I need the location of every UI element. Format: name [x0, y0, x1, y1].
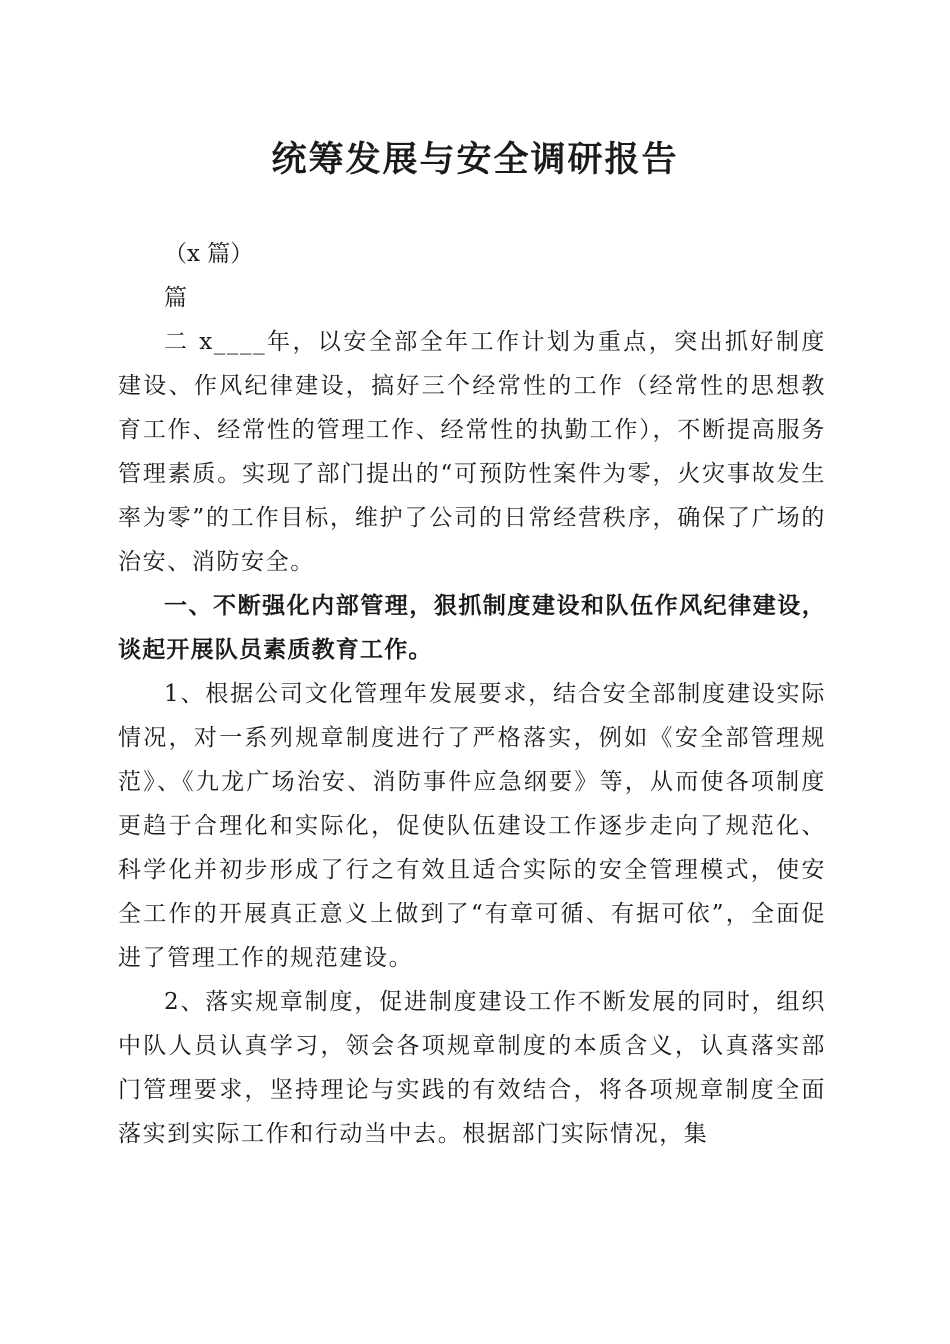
- document-subtitle: （x 篇）: [164, 241, 254, 267]
- document-body: [118, 232, 826, 1156]
- piece-label: 篇: [164, 285, 187, 311]
- item-paragraph-2: 2、落实规章制度，促进制度建设工作不断发展的同时，组织中队人员认真学习，领会各项规章制度的本质含义，认真落实部门管理要求，坚持理论与实践的有效结合，将各项规章制度全面落实到实际工作和行动当中去。根据部门实际情况，集: [118, 989, 826, 1147]
- item-paragraph-1: 1、根据公司文化管理年发展要求，结合安全部制度建设实际情况，对一系列规章制度进行了严格落实，例如《安全部管理规范》、《九龙广场治安、消防事件应急纲要》等，从而使各项制度更趋于合理化和实际化，促使队伍建设工作逐步走向了规范化、科学化并初步形成了行之有效且适合实际的安全管理模式，使安全工作的开展真正意义上做到了“有章可循、有据可依”，全面促进了管理工作的规范建设。: [118, 681, 826, 971]
- intro-paragraph: 二 x____年，以安全部全年工作计划为重点，突出抓好制度建设、作风纪律建设，搞好三个经常性的工作（经常性的思想教育工作、经常性的管理工作、经常性的执勤工作），不断提高服务管理素质。实现了部门提出的“可预防性案件为零，火灾事故发生率为零”的工作目标，维护了公司的日常经营秩序，确保了广场的治安、消防安全。: [118, 329, 826, 575]
- document-title: 统筹发展与安全调研报告: [271, 139, 679, 180]
- section-heading-1: 一、不断强化内部管理，狠抓制度建设和队伍作风纪律建设，谈起开展队员素质教育工作。: [118, 593, 826, 663]
